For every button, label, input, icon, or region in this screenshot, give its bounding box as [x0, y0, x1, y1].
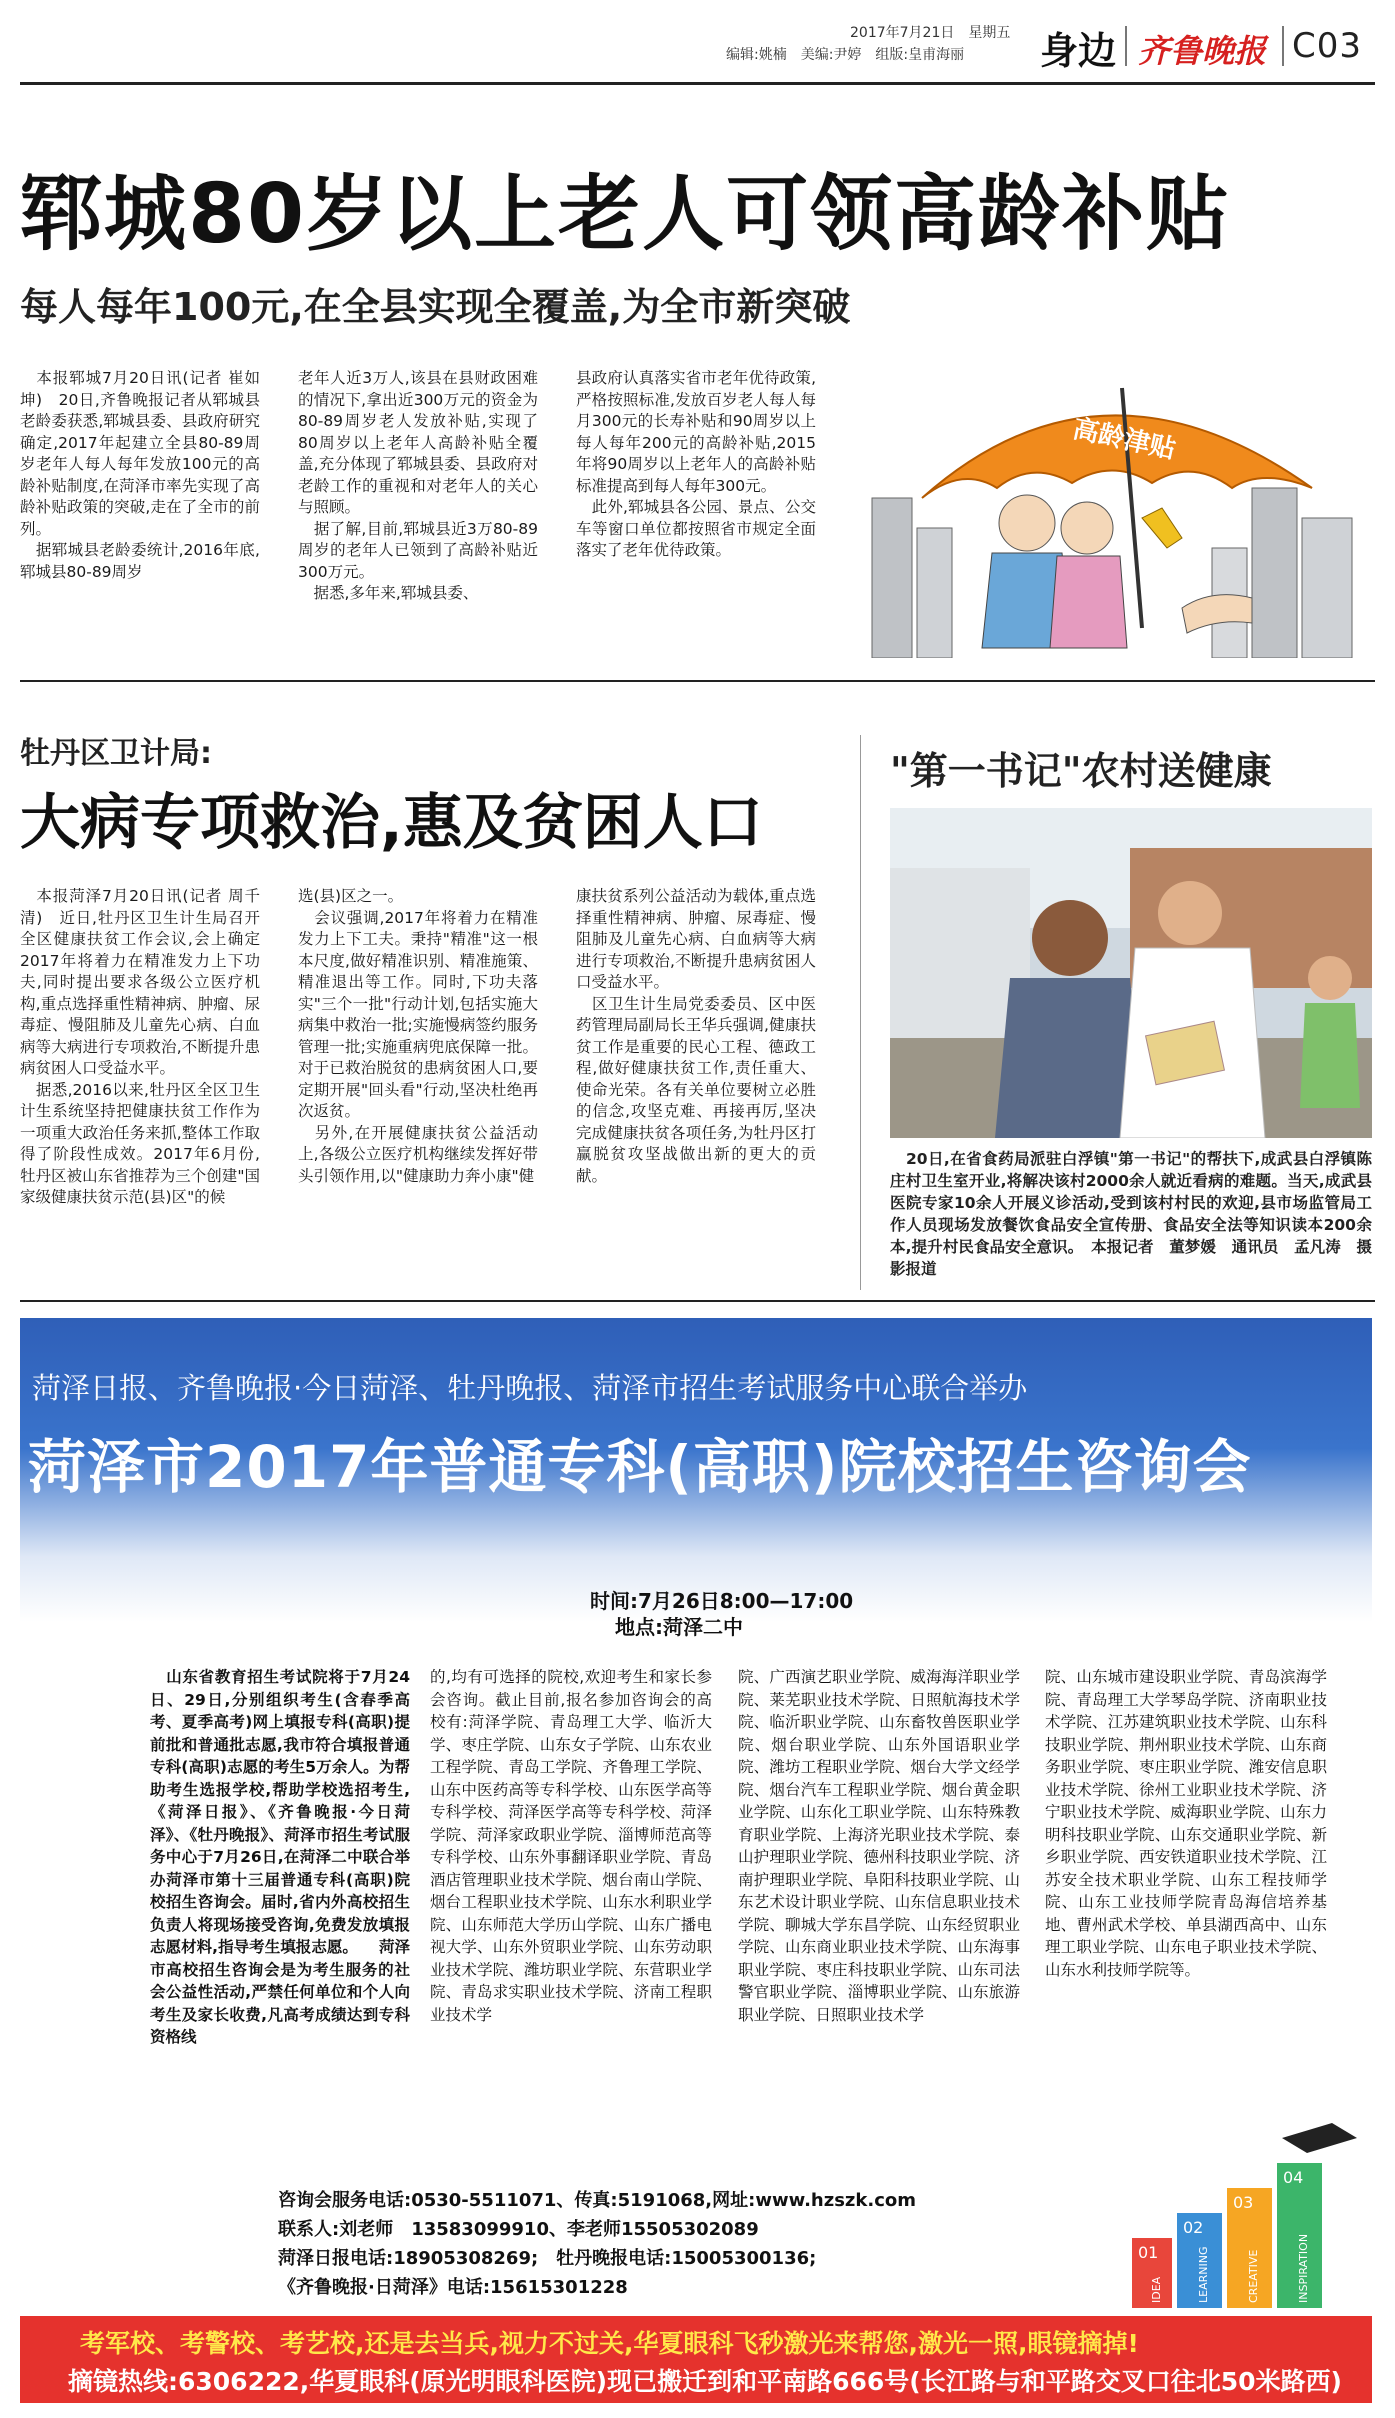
article1-col1: 本报郓城7月20日讯(记者 崔如坤) 20日,齐鲁晚报记者从郓城县老龄委获悉,郓城县委、县政府研究确定,2017年起建立全县80-89周岁老年人每人每年发放100元的高龄补贴制度,在菏泽市率先实现了高龄补贴政策的突破,走在了全市的前列。 据郓城县老龄委统计,2016年底,郓城县80-89周岁 — [20, 369, 260, 581]
books-graphic — [1052, 2118, 1362, 2308]
article3-title: "第一书记"农村送健康 — [890, 749, 1272, 793]
section-rule-1 — [20, 680, 1375, 682]
ad-col2: 的,均有可选择的院校,欢迎考生和家长参会咨询。截止目前,报名参加咨询会的高校有:菏泽学院、青岛理工大学、临沂大学、枣庄学院、山东女子学院、山东农业工程学院、青岛工学院、齐鲁理工学院、山东中医药高等专科学校、山东医学高等专科学校、菏泽医学高等专科学校、菏泽学院、菏泽家政职业学院、淄博师范高等专科学校、山东外事翻译职业学院、青岛酒店管理职业技术学院、烟台南山学院、烟台工程职业技术学院、山东水利职业学院、山东师范大学历山学院、山东广播电视大学、山东外贸职业学院、山东劳动职业技术学院、潍坊职业学院、东营职业学院、青岛求实职业技术学院、济南工程职业技术学 — [430, 1668, 712, 2024]
ad-contact-2: 联系人:刘老师 13583099910、李老师15505302089 — [278, 2219, 759, 2240]
umbrella-label: 高龄津贴 — [1070, 414, 1179, 466]
book-word-2: LEARNING — [1197, 2246, 1210, 2303]
eye-clinic-banner — [20, 2316, 1372, 2403]
article1-col2: 老年人近3万人,该县在县财政困难的情况下,拿出近300万元的资金为80-89周岁老人发放补贴,实现了80周岁以上老年人高龄补贴全覆盖,充分体现了郓城县委、县政府对老龄工作的重视和对老年人的关心与照顾。 据了解,目前,郓城县近3万80-89周岁的老年人已领到了高龄补贴近300万元。 据悉,多年来,郓城县委、 — [298, 369, 538, 602]
ad-organizers: 菏泽日报、齐鲁晚报·今日菏泽、牡丹晚报、菏泽市招生考试服务中心联合举办 — [32, 1371, 1028, 1405]
ad-col4: 院、山东城市建设职业学院、青岛滨海学院、青岛理工大学琴岛学院、济南职业技术学院、江苏建筑职业技术学院、山东科技职业学院、荆州职业技术学院、山东商务职业学院、枣庄职业学院、潍安信息职业技术学院、徐州工业职业技术学院、济宁职业技术学院、威海职业学院、山东力明科技职业学院、山东交通职业学院、新乡职业学院、西安铁道职业技术学院、江苏安全技术职业学院、山东工程技师学院、山东工业技师学院青岛海信培养基地、曹州武术学校、单县湖西高中、山东理工职业学院、山东电子职业技术学院、山东水利技师学院等。 — [1045, 1668, 1327, 1979]
banner-line-2: 摘镜热线:6306222,华夏眼科(原光明眼科医院)现已搬迁到和平南路666号(长江路与和平路交叉口往北50米路西) — [68, 2367, 1342, 2396]
paper-logo: 齐鲁晚报 — [1138, 32, 1267, 70]
article2-col1: 本报菏泽7月20日讯(记者 周千清) 近日,牡丹区卫生计生局召开全区健康扶贫工作会议,会上确定2017年将着力在精准发力上下功夫,同时提出要求各级公立医疗机构,重点选择重性精神病、肿瘤、尿毒症、慢阻肺及儿童先心病、白血病等大病进行专项救治,不断提升患病贫困人口受益水平。 据悉,2016以来,牡丹区全区卫生计生系统坚持把健康扶贫工作作为一项重大政治任务来抓,整体工作取得了阶段性成效。2017年6月份,牡丹区被山东省推荐为三个创建"国家级健康扶贫示范(县)区"的候 — [20, 887, 260, 1206]
article2-kicker: 牡丹区卫计局: — [20, 736, 212, 771]
header-date: 2017年7月21日 星期五 — [850, 25, 1011, 41]
ad-place: 地点:菏泽二中 — [615, 1615, 743, 1639]
book-label-1: 01 — [1138, 2243, 1159, 2262]
book-word-1: IDEA — [1150, 2276, 1163, 2303]
header-rule — [20, 82, 1375, 85]
enrollment-fair-ad — [20, 1318, 1372, 2403]
page-number: C03 — [1292, 26, 1363, 66]
book-word-3: CREATIVE — [1247, 2249, 1260, 2303]
book-label-4: 04 — [1283, 2168, 1304, 2187]
header-divider-2 — [1282, 26, 1284, 66]
ad-col3: 院、广西演艺职业学院、威海海洋职业学院、莱芜职业技术学院、日照航海技术学院、临沂职业学院、山东畜牧兽医职业学院、烟台职业学院、山东外国语职业学院、潍坊工程职业学院、烟台大学文经学院、烟台汽车工程职业学院、烟台黄金职业学院、山东化工职业学院、山东特殊教育职业学院、上海济光职业技术学院、泰山护理职业学院、德州科技职业学院、济南护理职业学院、阜阳科技职业学院、山东艺术设计职业学院、山东信息职业技术学院、聊城大学东昌学院、山东经贸职业学院、山东商业职业技术学院、山东海事职业学院、枣庄科技职业学院、山东司法警官职业学院、淄博职业学院、山东旅游职业学院、日照职业技术学 — [738, 1668, 1020, 2024]
article1-col3: 县政府认真落实省市老年优待政策,严格按照标准,发放百岁老人每人每月300元的长寿补贴和90周岁以上每人每年200元的高龄补贴,2015年将90周岁以上老年人的高龄补贴标准提高到每人每年300元。 此外,郓城县各公园、景点、公交车等窗口单位都按照省市规定全面落实了老年优待政策。 — [576, 369, 816, 559]
ad-col1: 山东省教育招生考试院将于7月24日、29日,分别组织考生(含春季高考、夏季高考)网上填报专科(高职)提前批和普通批志愿,我市符合填报普通专科(高职)志愿的考生5万余人。为帮助考生选报学校,帮助学校选招考生,《菏泽日报》、《齐鲁晚报·今日菏泽》、《牡丹晚报》、菏泽市招生考试服务中心于7月26日,在菏泽二中联合举办菏泽市第十三届普通专科(高职)院校招生咨询会。届时,省内外高校招生负责人将现场接受咨询,免费发放填报志愿材料,指导考生填报志愿。 菏泽市高校招生咨询会是为考生服务的社会公益性活动,严禁任何单位和个人向考生及家长收费,凡高考成绩达到专科资格线 — [150, 1668, 410, 2046]
header-divider — [1125, 26, 1127, 66]
book-label-3: 03 — [1233, 2193, 1254, 2212]
ad-contact-4: 《齐鲁晚报·日菏泽》电话:15615301228 — [278, 2277, 628, 2298]
article1-subtitle: 每人每年100元,在全县实现全覆盖,为全市新突破 — [20, 285, 851, 329]
article1-title: 郓城80岁以上老人可领高龄补贴 — [20, 167, 1231, 262]
book-word-4: INSPIRATION — [1297, 2233, 1310, 2303]
article2-col2: 选(县)区之一。 会议强调,2017年将着力在精准发力上下工夫。秉持"精准"这一根本尺度,做好精准识别、精准施策、精准退出等工作。同时,下功夫落实"三个一批"行动计划,包括实施大病集中救治一批;实施慢病签约服务管理一批;实施重病兜底保障一批。对于已救治脱贫的患病贫困人口,要定期开展"回头看"行动,坚决杜绝再次返贫。 另外,在开展健康扶贫公益活动上,各级公立医疗机构继续发挥好带头引领作用,以"健康助力奔小康"健 — [298, 887, 538, 1185]
ad-time: 时间:7月26日8:00—17:00 — [590, 1589, 854, 1613]
article2-title: 大病专项救治,惠及贫困人口 — [20, 788, 763, 858]
ad-contact-1: 咨询会服务电话:0530-5511071、传真:5191068,网址:www.hzszk.com — [278, 2190, 916, 2211]
article2-col3: 康扶贫系列公益活动为载体,重点选择重性精神病、肿瘤、尿毒症、慢阻肺及儿童先心病、白血病等大病进行专项救治,不断提升患病贫困人口受益水平。 区卫生计生局党委委员、区中医药管理局副局长王华兵强调,健康扶贫工作是重要的民心工程、德政工程,做好健康扶贫工作,责任重大、使命光荣。各有关单位要树立必胜的信念,攻坚克难、再接再厉,坚决完成健康扶贫各项任务,为牡丹区打赢脱贫攻坚战做出新的更大的贡献。 — [576, 887, 816, 1185]
header-editors: 编辑:姚楠 美编:尹婷 组版:皇甫海丽 — [726, 47, 965, 63]
banner-line-1: 考军校、考警校、考艺校,还是去当兵,视力不过关,华夏眼科飞秒激光来帮您,激光一照,眼镜摘掉! — [80, 2329, 1139, 2358]
elderly-umbrella-illustration — [852, 348, 1372, 658]
ad-title: 菏泽市2017年普通专科(高职)院校招生咨询会 — [28, 1433, 1252, 1501]
section-rule-2 — [20, 1300, 1375, 1302]
column-divider — [860, 735, 861, 1290]
village-clinic-photo — [890, 808, 1372, 1138]
book-label-2: 02 — [1183, 2218, 1204, 2237]
article3-caption: 20日,在省食药局派驻白浮镇"第一书记"的帮扶下,成武县白浮镇陈庄村卫生室开业,将解决该村2000余人就近看病的难题。当天,成武县医院专家10余人开展义诊活动,受到该村村民的欢迎,县市场监管局工作人员现场发放餐饮食品安全宣传册、食品安全法等知识读本200余本,提升村民食品安全意识。 本报记者 董梦媛 通讯员 孟凡涛 摄影报道 — [890, 1150, 1372, 1278]
ad-contact-3: 菏泽日报电话:18905308269; 牡丹晚报电话:15005300136; — [278, 2248, 817, 2269]
section-name: 身边 — [1040, 28, 1117, 73]
